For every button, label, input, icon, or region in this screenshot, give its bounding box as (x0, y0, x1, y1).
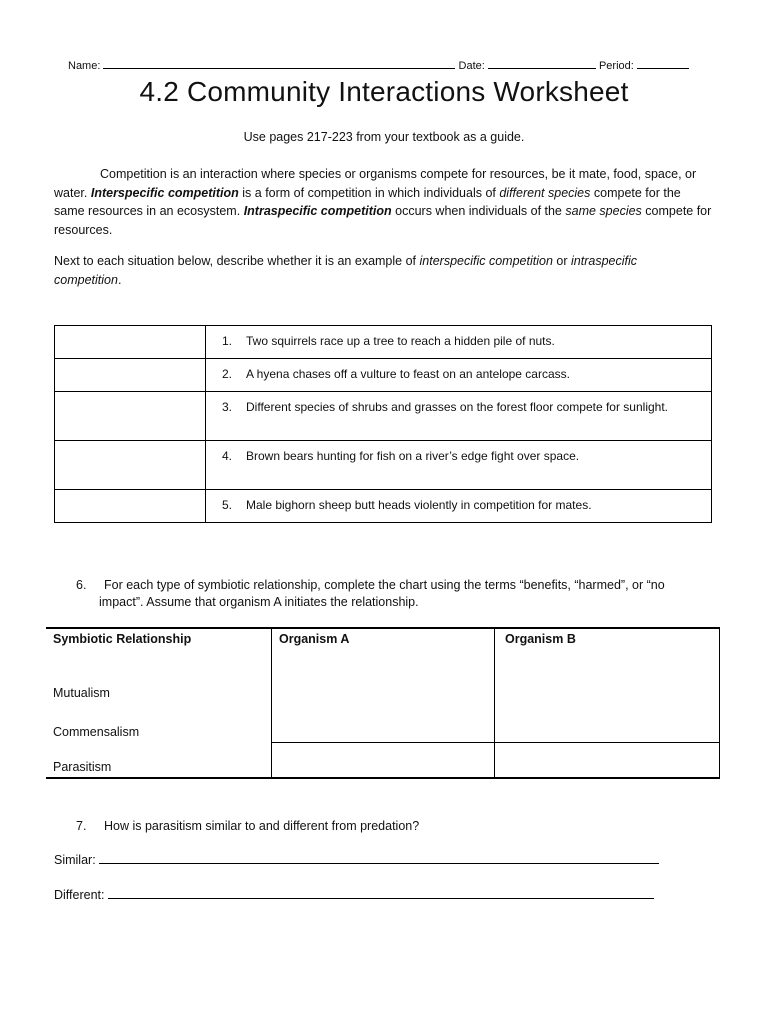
situation-cell-3 (206, 392, 712, 441)
page-title: 4.2 Community Interactions Worksheet (139, 76, 629, 107)
question-7 (76, 818, 716, 835)
table-row (55, 441, 712, 490)
intro-text-2: space, or water. (54, 167, 697, 200)
instruction-text-1: Next to each situation below, describe whether it is an example of (54, 254, 417, 268)
table-right-border (719, 627, 720, 779)
situation-text: Two squirrels race up a tree to reach a hidden pile of nuts. (246, 334, 555, 348)
situation-number: 1. (222, 334, 233, 348)
situation-number: 3. (222, 400, 233, 414)
period-label: Period: (598, 60, 634, 72)
table-top-border (46, 627, 720, 629)
mutualism-label: Mutualism (53, 686, 110, 700)
instruction-interspecific: interspecific competition (419, 254, 553, 268)
similar-answer-line[interactable] (99, 852, 659, 864)
intro-text-10: compete for resources. (54, 204, 712, 237)
situation-cell-4 (206, 441, 712, 490)
answer-cell-5[interactable] (55, 490, 206, 523)
situation-text: A hyena chases off a vulture to feast on an antelope carcass. (246, 367, 570, 381)
column-divider-1 (271, 627, 272, 779)
answer-cell-3[interactable] (55, 392, 206, 441)
period-blank[interactable] (637, 58, 689, 69)
same-species-term: same species (565, 204, 642, 218)
answer-cell-2[interactable] (55, 359, 206, 392)
situation-cell-1 (206, 326, 712, 359)
organism-a-header: Organism A (279, 632, 350, 646)
question-7-text: How is parasitism similar to and different from predation? (104, 819, 420, 833)
intro-text-1: Competition is an interaction where species or organisms compete for resources, be it mate, food, (100, 167, 642, 181)
symbiotic-table (46, 627, 720, 779)
intro-text-4: is a form of competition in which individuals of (242, 185, 496, 200)
table-bottom-border (46, 777, 720, 779)
parasitism-a-answer-cell[interactable] (273, 744, 493, 776)
table-row (55, 326, 712, 359)
intro-text-8: occurs when individuals of the (395, 204, 562, 218)
name-blank[interactable] (103, 58, 455, 69)
instruction-paragraph (54, 252, 674, 289)
question-6-line-2: impact”. Assume that organism A initiates the relationship. (99, 595, 419, 609)
parasitism-label: Parasitism (53, 760, 112, 774)
instruction-period: . (117, 272, 122, 287)
situation-number: 2. (222, 367, 233, 381)
organism-b-answer-cell[interactable] (496, 657, 718, 741)
date-blank[interactable] (488, 58, 596, 69)
intro-text-6: compete for the same resources in an ecosystem. (54, 185, 681, 218)
question-7-number: 7. (76, 819, 87, 833)
question-6-line-1: For each type of symbiotic relationship, complete the chart using the terms “benefits, “harmed”, or “no (104, 578, 665, 592)
name-label: Name: (68, 60, 101, 72)
different-species-term: different species (499, 185, 591, 200)
different-answer-line[interactable] (108, 887, 654, 899)
intro-paragraph (54, 165, 714, 239)
instruction-intraspecific: intraspecific competition (54, 254, 637, 287)
parasitism-b-answer-cell[interactable] (496, 744, 718, 776)
table-row (55, 359, 712, 392)
organism-b-header: Organism B (505, 632, 576, 646)
table-row (55, 490, 712, 523)
situation-text: Different species of shrubs and grasses on the forest floor compete for sunlight. (246, 400, 669, 414)
guide-text: Use pages 217-223 from your textbook as a guide. (243, 130, 525, 144)
question-6-number: 6. (76, 578, 87, 592)
situation-text: Brown bears hunting for fish on a river’s edge fight over space. (246, 449, 580, 463)
instruction-or: or (556, 254, 568, 268)
situation-cell-2 (206, 359, 712, 392)
date-label: Date: (458, 60, 485, 72)
different-label: Different: (54, 888, 105, 902)
competition-table (54, 325, 712, 523)
table-row-divider (271, 742, 720, 743)
header-row (68, 58, 689, 72)
table-row (55, 392, 712, 441)
similar-row (54, 852, 659, 869)
situation-text: Male bighorn sheep butt heads violently in competition for mates. (246, 498, 592, 512)
answer-cell-1[interactable] (55, 326, 206, 359)
question-6 (76, 577, 716, 611)
column-divider-2 (494, 627, 495, 779)
interspecific-term: Interspecific competition (90, 185, 239, 200)
situation-cell-5 (206, 490, 712, 523)
organism-a-answer-cell[interactable] (273, 657, 493, 741)
situation-number: 5. (222, 498, 233, 512)
similar-label: Similar: (54, 853, 96, 867)
symbiotic-relationship-header: Symbiotic Relationship (53, 632, 192, 646)
different-row (54, 887, 654, 904)
intraspecific-term: Intraspecific competition (243, 204, 392, 218)
commensalism-label: Commensalism (53, 725, 140, 739)
answer-cell-4[interactable] (55, 441, 206, 490)
situation-number: 4. (222, 449, 233, 463)
